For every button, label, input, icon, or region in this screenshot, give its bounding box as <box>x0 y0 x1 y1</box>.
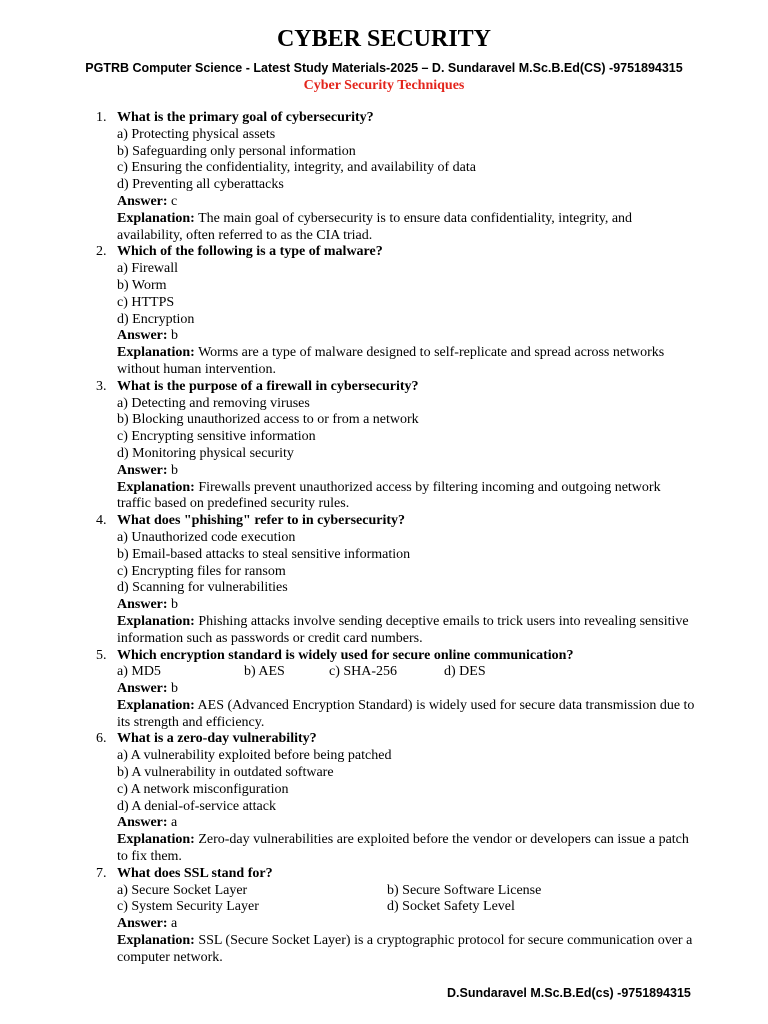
answer-label: Answer: <box>117 328 168 344</box>
answer-line <box>117 815 697 832</box>
option-b: b) A vulnerability in outdated software <box>117 765 334 781</box>
answer-label: Answer: <box>117 815 168 831</box>
answer-value: c <box>171 193 178 209</box>
answer-value: b <box>171 328 179 344</box>
option-b: b) Blocking unauthorized access to or from a network <box>117 412 419 428</box>
answer-value: b <box>171 597 179 613</box>
explanation-text: The main goal of cybersecurity is to ensure data confidentiality, integrity, and availability, often referred to as the CIA triad. <box>117 210 633 243</box>
options-row <box>117 899 697 916</box>
option-a: a) Protecting physical assets <box>117 126 276 142</box>
answer-line <box>117 916 697 933</box>
option-a: a) Unauthorized code execution <box>117 529 296 545</box>
answer-label: Answer: <box>117 681 168 697</box>
question-text: What does "phishing" refer to in cybersecurity? <box>117 513 406 529</box>
explanation-line <box>117 933 697 967</box>
question-list <box>0 110 768 967</box>
section-heading: Cyber Security Techniques <box>303 78 465 93</box>
explanation-label: Explanation: <box>117 479 195 495</box>
explanation-label: Explanation: <box>117 832 195 848</box>
explanation-label: Explanation: <box>117 613 195 629</box>
question-2 <box>0 244 697 378</box>
answer-line <box>117 463 697 480</box>
option-d: d) Preventing all cyberattacks <box>117 177 284 193</box>
option-c: c) Encrypting files for ransom <box>117 563 286 579</box>
option-a: a) A vulnerability exploited before being patched <box>117 748 392 764</box>
question-7 <box>0 866 697 967</box>
answer-value: b <box>171 681 179 697</box>
option-d: d) Socket Safety Level <box>387 899 515 915</box>
answer-value: b <box>171 462 179 478</box>
answer-line <box>117 597 697 614</box>
question-6 <box>0 731 697 865</box>
option-d: d) DES <box>444 664 486 680</box>
option-a: a) Secure Socket Layer <box>117 882 248 898</box>
explanation-line <box>117 698 697 732</box>
explanation-line <box>117 345 697 379</box>
explanation-label: Explanation: <box>117 210 195 226</box>
answer-label: Answer: <box>117 916 168 932</box>
option-b: b) Worm <box>117 277 167 293</box>
explanation-line <box>117 211 697 245</box>
question-1 <box>0 110 697 244</box>
answer-line <box>117 194 697 211</box>
answer-label: Answer: <box>117 597 168 613</box>
option-c: c) Encrypting sensitive information <box>117 429 316 445</box>
question-number: 2. <box>96 244 107 260</box>
question-text: What is a zero-day vulnerability? <box>117 731 317 747</box>
answer-label: Answer: <box>117 462 168 478</box>
document-title: CYBER SECURITY <box>276 26 492 52</box>
option-c: c) SHA-256 <box>329 664 398 680</box>
option-c: c) A network misconfiguration <box>117 781 289 797</box>
explanation-text: Worms are a type of malware designed to self-replicate and spread across networks without human intervention. <box>117 345 665 377</box>
option-a: a) MD5 <box>117 664 161 680</box>
option-c: c) HTTPS <box>117 294 175 310</box>
question-number: 5. <box>96 647 107 663</box>
explanation-text: Phishing attacks involve sending deceptive emails to trick users into revealing sensitive information such as passwords or credit card numbers. <box>117 613 689 646</box>
question-4 <box>0 513 697 647</box>
option-c: c) System Security Layer <box>117 899 259 915</box>
question-text: Which of the following is a type of malware? <box>117 244 383 260</box>
question-number: 1. <box>96 110 107 125</box>
explanation-label: Explanation: <box>117 697 195 713</box>
question-text: Which encryption standard is widely used for secure online communication? <box>117 647 574 663</box>
option-d: d) A denial-of-service attack <box>117 798 276 814</box>
option-d: d) Scanning for vulnerabilities <box>117 580 288 596</box>
question-number: 3. <box>96 378 107 394</box>
explanation-text: AES (Advanced Encryption Standard) is widely used for secure data transmission due to its strength and efficiency. <box>117 697 695 730</box>
options-row <box>117 664 697 681</box>
page-footer: D.Sundaravel M.Sc.B.Ed(cs) -9751894315 <box>447 986 691 1000</box>
explanation-line <box>117 614 697 648</box>
answer-label: Answer: <box>117 193 168 209</box>
question-number: 7. <box>96 865 107 881</box>
options-row <box>117 883 697 900</box>
option-c: c) Ensuring the confidentiality, integrity, and availability of data <box>117 160 476 176</box>
question-text: What does SSL stand for? <box>117 865 273 881</box>
option-b: b) Safeguarding only personal information <box>117 143 356 159</box>
explanation-label: Explanation: <box>117 933 195 949</box>
question-text: What is the purpose of a firewall in cybersecurity? <box>117 378 419 394</box>
answer-line <box>117 328 697 345</box>
question-5 <box>0 648 697 732</box>
document-subtitle: PGTRB Computer Science - Latest Study Materials-2025 – D. Sundaravel M.Sc.B.Ed(CS) -9751894315 <box>85 61 683 75</box>
option-b: b) Secure Software License <box>387 882 542 898</box>
option-a: a) Firewall <box>117 261 179 277</box>
option-d: d) Monitoring physical security <box>117 445 294 461</box>
question-number: 4. <box>96 513 107 529</box>
explanation-text: SSL (Secure Socket Layer) is a cryptographic protocol for secure communication over a computer network. <box>117 933 693 965</box>
explanation-line <box>117 480 697 514</box>
answer-value: a <box>171 916 178 932</box>
answer-value: a <box>171 815 178 831</box>
option-a: a) Detecting and removing viruses <box>117 395 310 411</box>
explanation-label: Explanation: <box>117 345 195 361</box>
answer-line <box>117 681 697 698</box>
question-number: 6. <box>96 731 107 747</box>
question-text: What is the primary goal of cybersecurity? <box>117 110 374 125</box>
option-b: b) Email-based attacks to steal sensitive information <box>117 546 411 562</box>
explanation-text: Zero-day vulnerabilities are exploited before the vendor or developers can issue a patch to fix them. <box>117 832 689 865</box>
option-b: b) AES <box>244 664 285 680</box>
option-d: d) Encryption <box>117 311 195 327</box>
question-3 <box>0 379 697 513</box>
explanation-line <box>117 832 697 866</box>
explanation-text: Firewalls prevent unauthorized access by filtering incoming and outgoing network traffic based on predefined security rules. <box>117 479 661 512</box>
